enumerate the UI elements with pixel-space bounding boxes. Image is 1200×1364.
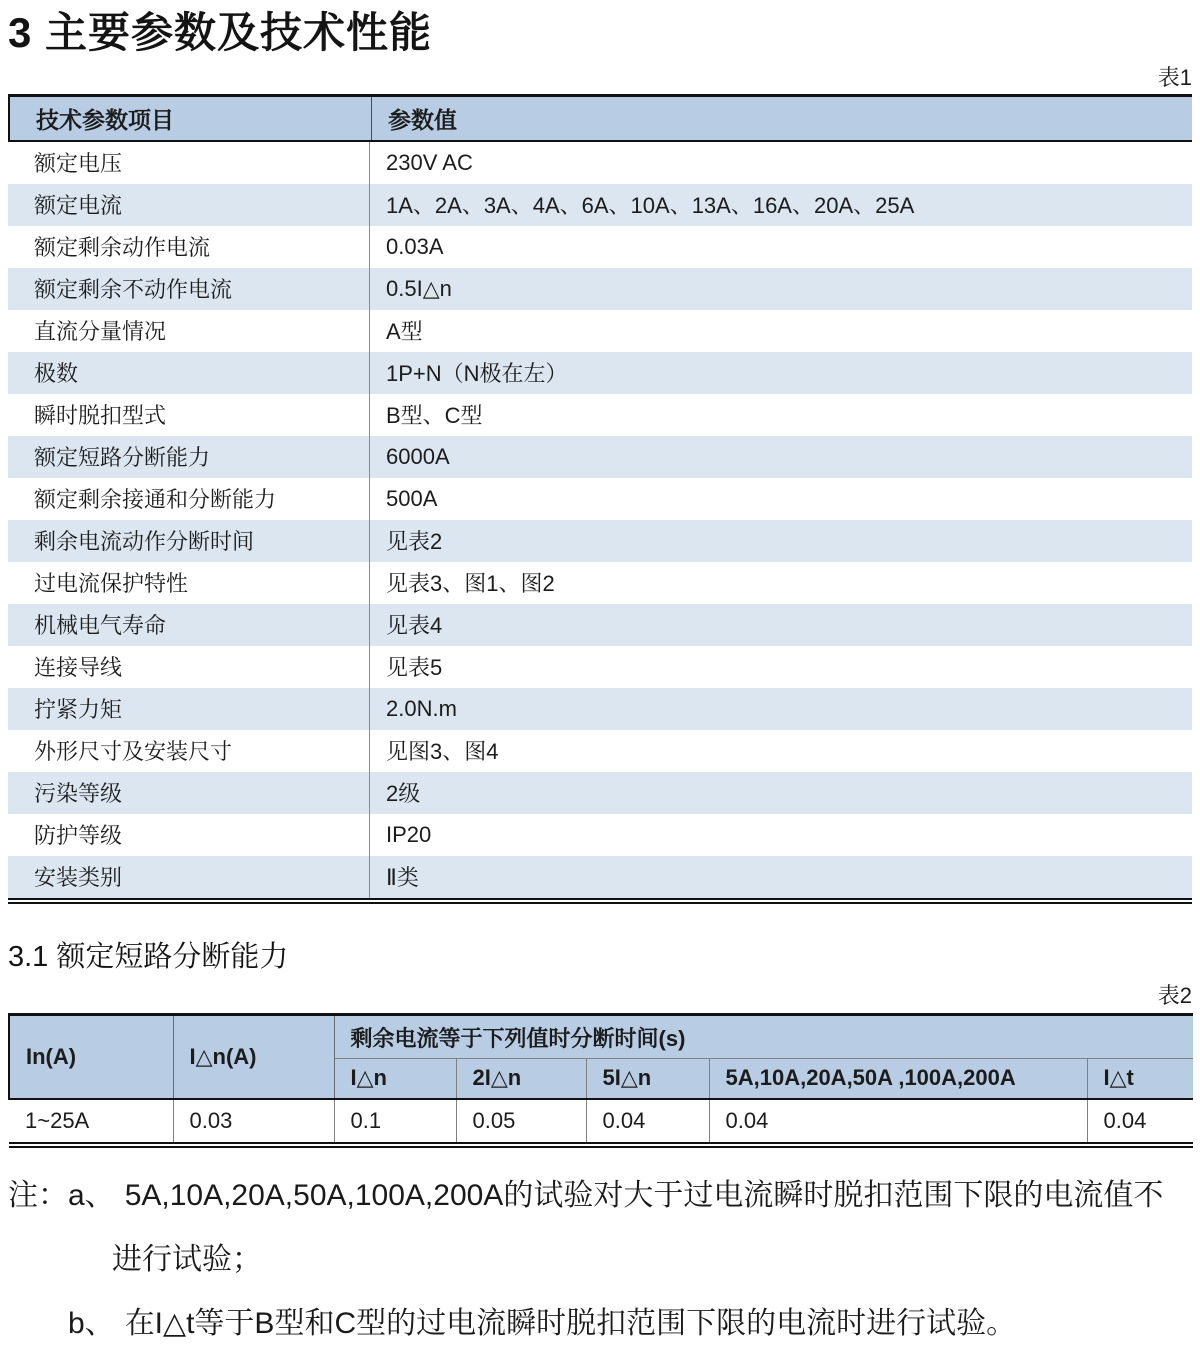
- row-value: 见图3、图4: [386, 739, 499, 765]
- row-label: 极数: [8, 352, 370, 394]
- note-b-marker: b、: [68, 1306, 115, 1340]
- data-cell: 0.1: [334, 1099, 456, 1145]
- row-value: 0.03A: [386, 233, 444, 259]
- footnotes: [8, 1178, 1192, 1342]
- table-row: [8, 436, 1192, 478]
- row-label: 过电流保护特性: [8, 562, 370, 604]
- note-a-line1: [8, 1178, 1192, 1214]
- data-cell: 1~25A: [9, 1099, 173, 1145]
- note-a-line2: 进行试验；: [112, 1242, 262, 1276]
- table-row: [8, 730, 1192, 772]
- row-value: 见表4: [386, 613, 443, 639]
- parameters-table-header: [8, 97, 1192, 142]
- data-cell: 0.04: [1103, 1107, 1147, 1133]
- row-value: B型、C型: [386, 403, 483, 429]
- row-label: 外形尺寸及安装尺寸: [8, 730, 370, 772]
- note-a-marker: a、: [68, 1178, 115, 1212]
- header-cell-span: 剩余电流等于下列值时分断时间(s): [334, 1015, 1193, 1059]
- table-row: [8, 814, 1192, 856]
- row-label: 额定电流: [8, 184, 370, 226]
- table-row: [9, 1099, 1193, 1145]
- row-label: 防护等级: [8, 814, 370, 856]
- table-row: [8, 772, 1192, 814]
- data-cell: 0.04: [709, 1099, 1087, 1145]
- row-label: 瞬时脱扣型式: [8, 394, 370, 436]
- table-row: [8, 688, 1192, 730]
- parameters-table-body: [8, 142, 1192, 898]
- table2-caption: 表2: [1157, 982, 1192, 1008]
- row-label: 额定电压: [8, 142, 370, 184]
- row-value: 见表3、图1、图2: [386, 571, 555, 597]
- row-label: 安装类别: [8, 856, 370, 898]
- row-value: 0.5I△n: [386, 275, 452, 301]
- row-label: 额定短路分断能力: [8, 436, 370, 478]
- data-cell: 0.04: [586, 1099, 709, 1145]
- row-value: 1A、2A、3A、4A、6A、10A、13A、16A、20A、25A: [386, 193, 915, 219]
- subheader-cell: I△t: [1087, 1059, 1193, 1099]
- note-b-line: [8, 1306, 1192, 1342]
- note-b-text: 在I△t等于B型和C型的过电流瞬时脱扣范围下限的电流时进行试验。: [124, 1306, 1017, 1340]
- row-value: 2.0N.m: [386, 695, 457, 721]
- subheader-cell: I△n: [334, 1059, 456, 1099]
- subheader-cell: 2I△n: [456, 1059, 586, 1099]
- row-value: 2级: [386, 781, 421, 807]
- subheader-cell: 5I△n: [586, 1059, 709, 1099]
- header-cell-in: In(A): [9, 1015, 173, 1099]
- header-cell-param: 技术参数项目: [10, 97, 372, 140]
- row-value: 见表5: [386, 655, 443, 681]
- table-row: [8, 856, 1192, 898]
- table-row: [8, 520, 1192, 562]
- row-label: 拧紧力矩: [8, 688, 370, 730]
- row-value: 500A: [386, 485, 438, 511]
- table-row: [8, 184, 1192, 226]
- table-row: [8, 562, 1192, 604]
- header-cell-idn: I△n(A): [173, 1015, 334, 1099]
- table-row: [8, 310, 1192, 352]
- table-row: [8, 394, 1192, 436]
- row-value: Ⅱ类: [386, 865, 419, 891]
- table1-caption: 表1: [1157, 64, 1192, 90]
- table-row: [8, 268, 1192, 310]
- row-value: 6000A: [386, 443, 450, 469]
- header-cell-value: 参数值: [388, 106, 457, 133]
- row-label: 额定剩余动作电流: [8, 226, 370, 268]
- row-label: 额定剩余接通和分断能力: [8, 478, 370, 520]
- row-value: 1P+N（N极在左）: [386, 361, 568, 387]
- row-label: 连接导线: [8, 646, 370, 688]
- row-label: 额定剩余不动作电流: [8, 268, 370, 310]
- note-a-text: 5A,10A,20A,50A,100A,200A的试验对大于过电流瞬时脱扣范围下限的电流值不: [124, 1178, 1164, 1212]
- table-row: [8, 352, 1192, 394]
- data-cell: 0.03: [173, 1099, 334, 1145]
- note-prefix: 注：: [8, 1178, 68, 1212]
- row-label: 机械电气寿命: [8, 604, 370, 646]
- row-value: 230V AC: [386, 149, 473, 175]
- row-value: A型: [386, 319, 423, 345]
- page-title: 3 主要参数及技术性能: [8, 9, 433, 56]
- section-title: 3.1 额定短路分断能力: [8, 940, 289, 973]
- row-value: 见表2: [386, 529, 443, 555]
- row-value: IP20: [386, 821, 432, 847]
- breaking-time-table: [8, 1013, 1193, 1148]
- row-label: 剩余电流动作分断时间: [8, 520, 370, 562]
- subheader-cell: 5A,10A,20A,50A ,100A,200A: [709, 1059, 1087, 1099]
- table-row: [8, 226, 1192, 268]
- data-cell: 0.05: [456, 1099, 586, 1145]
- table-row: [8, 646, 1192, 688]
- parameters-table: [8, 94, 1192, 904]
- row-label: 污染等级: [8, 772, 370, 814]
- row-label: 直流分量情况: [8, 310, 370, 352]
- table-row: [8, 604, 1192, 646]
- table-row: [8, 142, 1192, 184]
- table-row: [8, 478, 1192, 520]
